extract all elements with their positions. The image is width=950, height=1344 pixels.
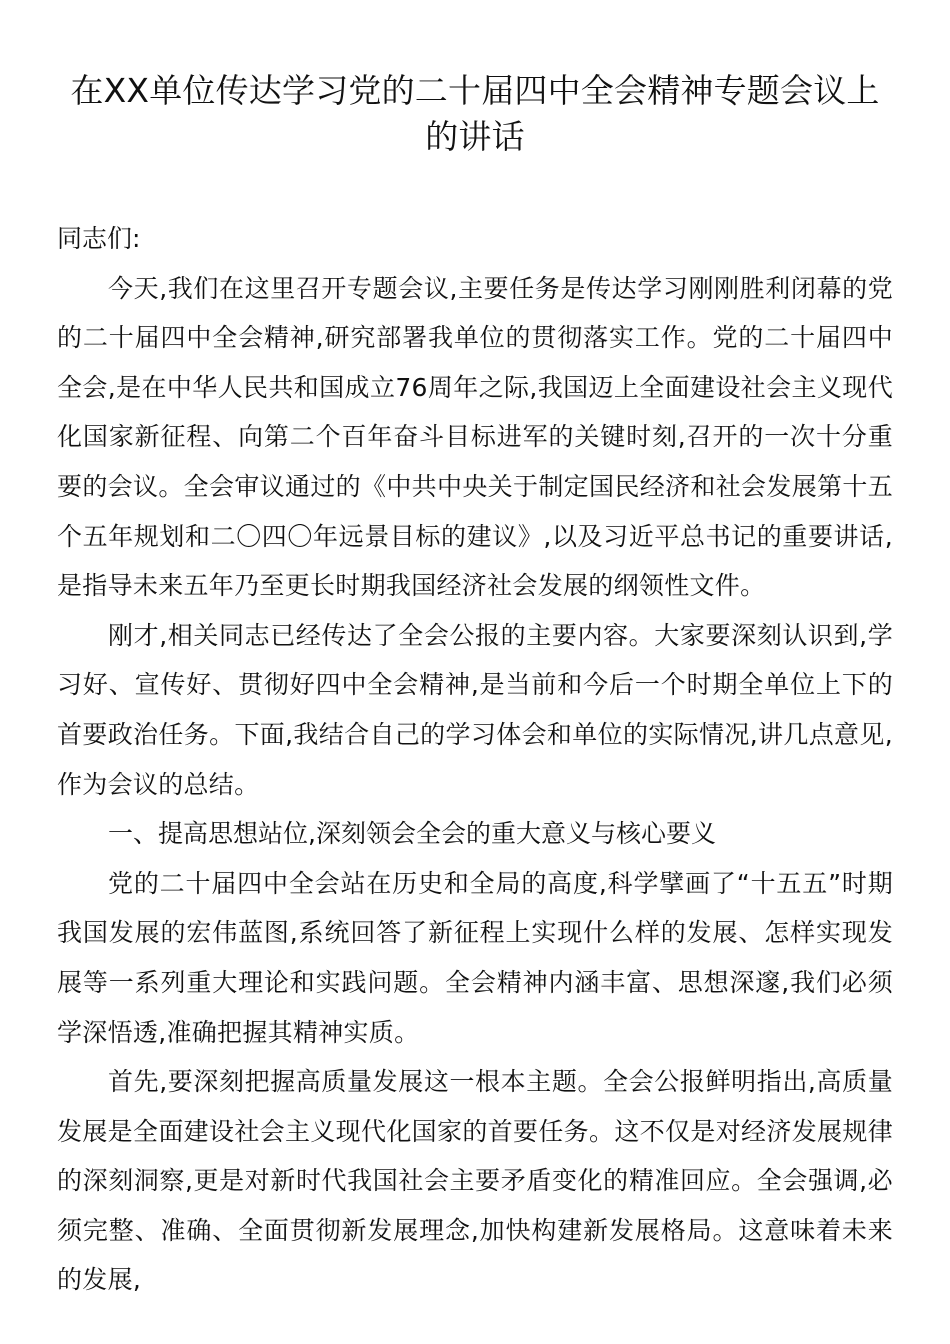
section-heading-1: 一、提高思想站位,深刻领会全会的重大意义与核心要义	[108, 819, 716, 849]
document-title: 在XX单位传达学习党的二十届四中全会精神专题会议上的讲话	[70, 71, 880, 156]
section-1-paragraph: 党的二十届四中全会站在历史和全局的高度,科学擘画了“十五五”时期我国发展的宏伟蓝图,系统回答了新征程上实现什么样的发展、怎样实现发展等一系列重大理论和实践问题。全会精神内涵丰富、思想深邃,我们必须学深悟透,准确把握其精神实质。	[57, 868, 893, 1047]
section-1-paragraph: 首先,要深刻把握高质量发展这一根本主题。全会公报鲜明指出,高质量发展是全面建设社会主义现代化国家的首要任务。这不仅是对经济发展规律的深刻洞察,更是对新时代我国社会主要矛盾变化的精准回应。全会强调,必须完整、准确、全面贯彻新发展理念,加快构建新发展格局。这意味着未来的发展,	[57, 1067, 893, 1295]
salutation: 同志们:	[57, 224, 141, 253]
paragraph-overview: 刚才,相关同志已经传达了全会公报的主要内容。大家要深刻认识到,学习好、宣传好、贯彻好四中全会精神,是当前和今后一个时期全单位上下的首要政治任务。下面,我结合自己的学习体会和单位的实际情况,讲几点意见,作为会议的总结。	[57, 620, 893, 799]
document-body	[57, 214, 893, 1305]
document-page	[57, 0, 893, 1295]
paragraph-intro: 今天,我们在这里召开专题会议,主要任务是传达学习刚刚胜利闭幕的党的二十届四中全会精神,研究部署我单位的贯彻落实工作。党的二十届四中全会,是在中华人民共和国成立76周年之际,我国迈上全面建设社会主义现代化国家新征程、向第二个百年奋斗目标进军的关键时刻,召开的一次十分重要的会议。全会审议通过的《中共中央关于制定国民经济和社会发展第十五个五年规划和二〇四〇年远景目标的建议》,以及习近平总书记的重要讲话,是指导未来五年乃至更长时期我国经济社会发展的纲领性文件。	[57, 273, 893, 601]
